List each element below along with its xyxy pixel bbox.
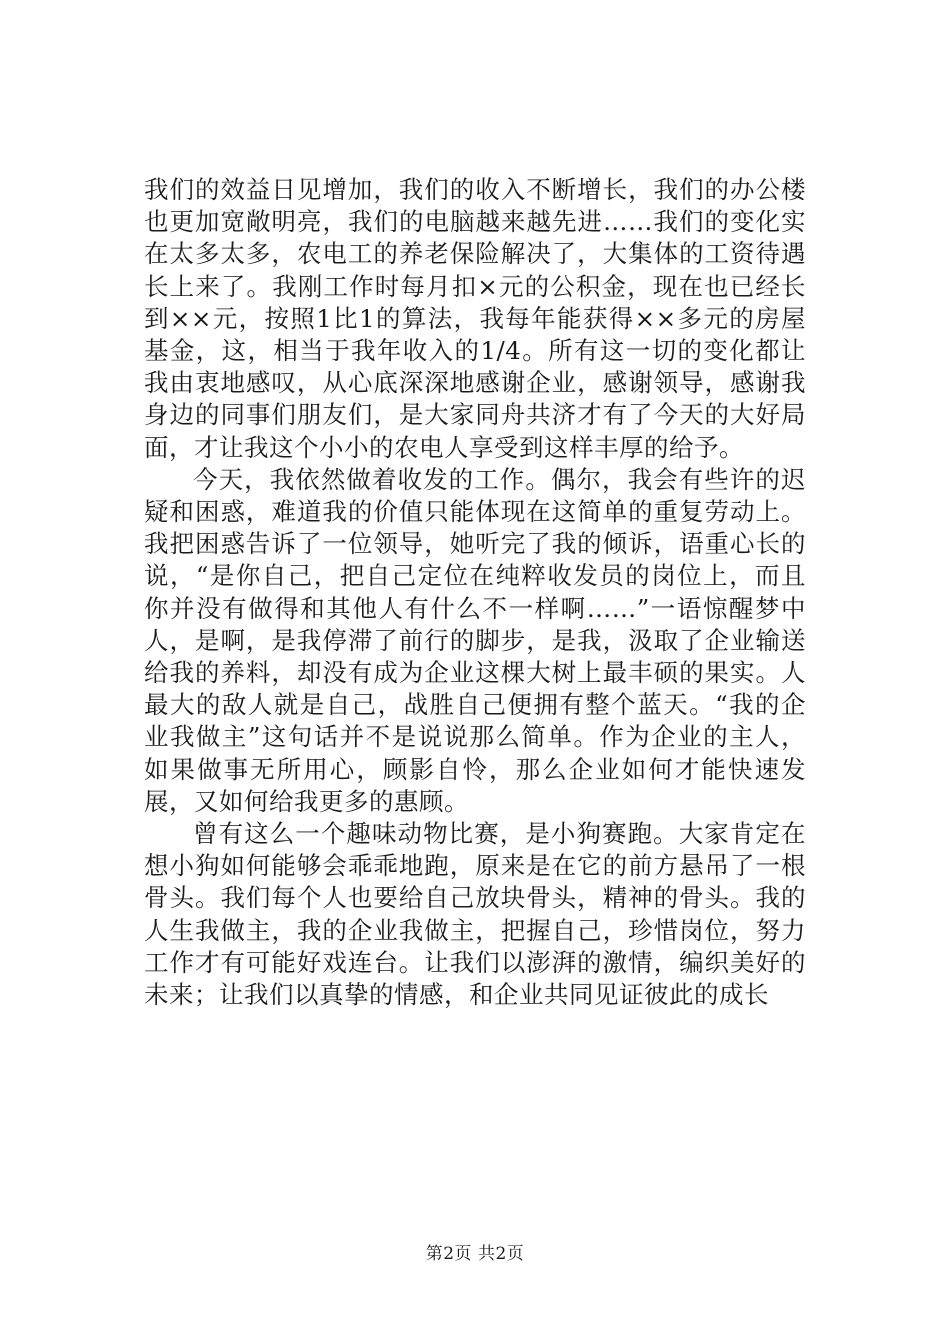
paragraph-1: 我们的效益日见增加，我们的收入不断增长，我们的办公楼也更加宽敞明亮，我们的电脑越来越先进……我们的变化实在太多太多，农电工的养老保险解决了，大集体的工资待遇长上来了。我刚工作时每月扣×元的公积金，现在也已经长到××元，按照1比1的算法，我每年能获得××多元的房屋基金，这，相当于我年收入的1/4。所有这一切的变化都让我由衷地感叹，从心底深深地感谢企业，感谢领导，感谢我身边的同事们朋友们，是大家同舟共济才有了今天的大好局面，才让我这个小小的农电人享受到这样丰厚的给予。 [144,175,806,462]
document-body [144,174,806,1011]
paragraph-3: 曾有这么一个趣味动物比赛，是小狗赛跑。大家肯定在想小狗如何能够会乖乖地跑，原来是在它的前方悬吊了一根骨头。我们每个人也要给自己放块骨头，精神的骨头。我的人生我做主，我的企业我做主，把握自己，珍惜岗位，努力工作才有可能好戏连台。让我们以澎湃的激情，编织美好的未来；让我们以真挚的情感，和企业共同见证彼此的成长 [144,819,806,1010]
paragraph-2: 今天，我依然做着收发的工作。偶尔，我会有些许的迟疑和困惑，难道我的价值只能体现在这简单的重复劳动上。我把困惑告诉了一位领导，她听完了我的倾诉，语重心长的说，“是你自己，把自己定位在纯粹收发员的岗位上，而且你并没有做得和其他人有什么不一样啊……”一语惊醒梦中人，是啊，是我停滞了前行的脚步，是我，汲取了企业输送给我的养料，却没有成为企业这棵大树上最丰硕的果实。人最大的敌人就是自己，战胜自己便拥有整个蓝天。“我的企业我做主”这句话并不是说说那么简单。作为企业的主人，如果做事无所用心，顾影自怜，那么企业如何才能快速发展，又如何给我更多的惠顾。 [144,464,806,816]
page-footer: 第2页 共2页 [425,1244,525,1264]
